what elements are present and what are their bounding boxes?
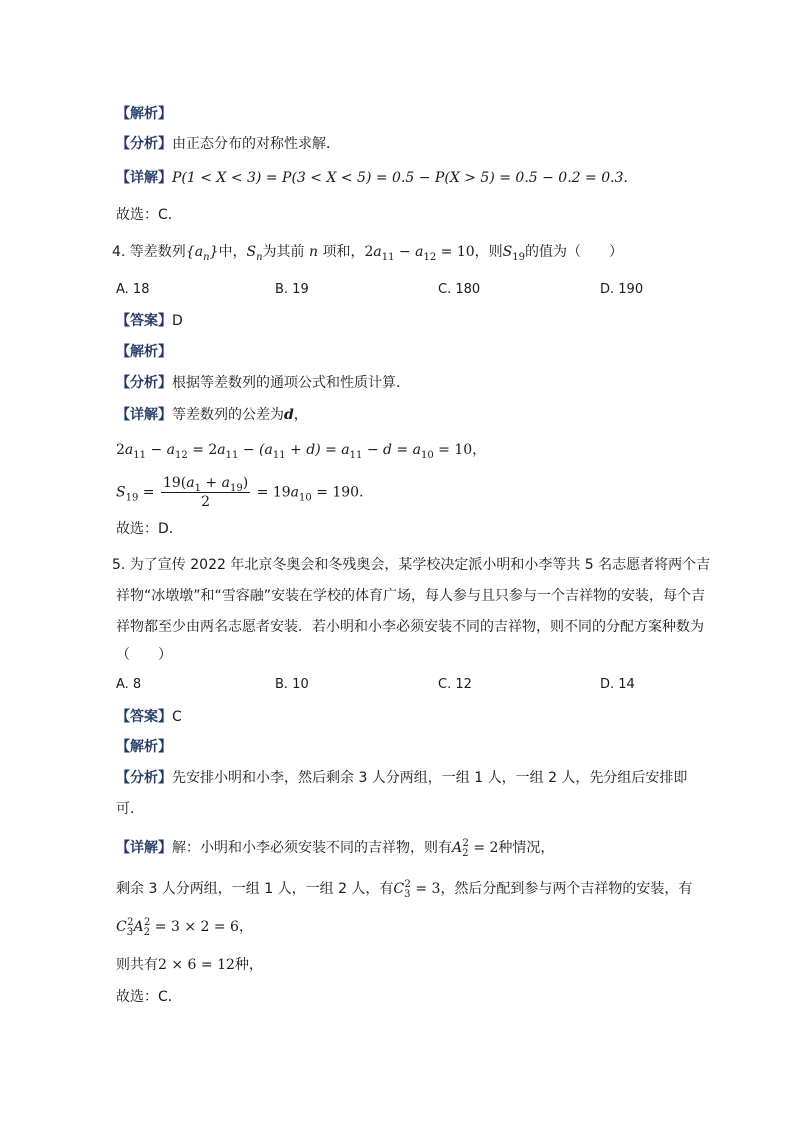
q4-analysis-tag: 【解析】: [116, 344, 172, 360]
q4-seq: $\{a_n\}$: [185, 244, 219, 263]
q3-fenxi-tag: 【分析】: [116, 136, 172, 152]
q3-fenxi-text: 由正态分布的对称性求解．: [172, 136, 340, 152]
q4-mid2: 为其前: [262, 244, 305, 260]
q5-line-b2: ，然后分配到参与两个吉祥物的安装，有: [440, 881, 693, 897]
q5-xiangjie: [116, 838, 554, 858]
q4-answer: [116, 311, 183, 331]
q4-mid1: 中，: [218, 244, 247, 260]
q4-xiangjie-tag: 【详解】: [116, 407, 172, 423]
q5-line-d1: 则共有: [116, 957, 158, 973]
q5-a22-formula: $A_2^2 = 2$: [452, 838, 499, 859]
q5-total-formula: 2 × 6 = 12: [158, 957, 235, 973]
q5-stem-line2: 祥物“冰墩墩”和“雪容融”安装在学校的体育广场，每人参与且只参与一个吉祥物的安装，每个吉: [116, 588, 706, 604]
q4-option-a: A. 18: [116, 282, 150, 297]
q4-mid4: ，则: [474, 244, 503, 260]
q5-guxuan: 故选：C．: [116, 989, 182, 1005]
q5-line-c: $C_3^2A_2^2 = 3 \times 2 = 6$，: [116, 917, 253, 938]
q3-formula: P(1 < X < 3) = P(3 < X < 5) = 0.5 − P(X > 5) = 0.5 − 0.2 = 0.3: [172, 170, 624, 186]
q5-answer: [116, 707, 182, 727]
q3-fenxi: [116, 134, 340, 154]
q3-analysis-tag: 【解析】: [116, 106, 172, 122]
q3-guxuan: 故选：C．: [116, 207, 182, 223]
q5-xiangjie-text1-end: 种情况，: [498, 840, 555, 856]
q5-fenxi-tag: 【分析】: [116, 770, 172, 786]
q5-line-d2: 种，: [234, 957, 263, 973]
q4-line3-end: ．: [359, 484, 374, 501]
q3-formula-end: ．: [623, 170, 638, 186]
q4-derivation-1: $2a_{11} - a_{12} = 2a_{11} - (a_{11} + d) = a_{11} - d = a_{10} = 10$，: [116, 442, 487, 461]
q5-line-d: [116, 955, 263, 975]
q5-fenxi-line2: 可．: [116, 801, 144, 817]
q4-derivation-2: $S_{19}$ = $\frac{19(a_1 + a_{19})}{2}$ = $19a_{10} = 190$．: [116, 475, 374, 510]
q5-line-b: [116, 879, 692, 899]
q5-c32-formula: $C_3^2 = 3$: [393, 879, 441, 900]
q4-condition: $2a_{11} - a_{12} = 10$: [364, 244, 475, 263]
q5-option-d: D. 14: [600, 677, 635, 692]
q5-option-a: A. 8: [116, 677, 142, 692]
q3-xiangjie-tag: 【详解】: [116, 170, 172, 186]
q4-answer-tag: 【答案】: [116, 313, 172, 329]
q4-guxuan: 故选：D．: [116, 521, 183, 537]
q5-answer-value: C: [172, 709, 182, 725]
q4-prefix: 4. 等差数列: [112, 244, 186, 260]
q4-option-c: C. 180: [438, 282, 481, 297]
q5-stem-line4: （ ）: [116, 647, 172, 663]
q4-mid3: 项和，: [322, 244, 365, 260]
q5-line-b1: 剩余 3 人分两组，一组 1 人，一组 2 人，有: [116, 881, 394, 897]
q4-answer-value: D: [172, 313, 183, 329]
q5-answer-tag: 【答案】: [116, 709, 172, 725]
q5-analysis-tag: 【解析】: [116, 739, 172, 755]
q5-fenxi-line1: 先安排小明和小李，然后剩余 3 人分两组，一组 1 人，一组 2 人，先分组后安排即: [172, 770, 688, 786]
q4-sn: $S_n$: [246, 244, 263, 263]
q4-option-b: B. 19: [275, 282, 309, 297]
q4-xiangjie: [116, 405, 308, 425]
q5-stem-line3: 祥物都至少由两名志愿者安装．若小明和小李必须安装不同的吉祥物，则不同的分配方案种数为: [116, 619, 704, 635]
q5-option-b: B. 10: [275, 677, 309, 692]
q5-fenxi: [116, 768, 687, 788]
q4-fenxi: [116, 373, 410, 393]
q4-d: d: [284, 407, 294, 423]
q4-option-d: D. 190: [600, 282, 644, 297]
q4-comma: ，: [293, 407, 308, 423]
q4-line2-end: ，: [472, 442, 487, 458]
q5-xiangjie-tag: 【详解】: [116, 840, 172, 856]
q4-fraction: $\frac{19(a_1 + a_{19})}{2}$: [162, 475, 249, 510]
q5-line-c-end: ，: [238, 919, 253, 935]
q5-stem-line1: 5. 为了宣传 2022 年北京冬奥会和冬残奥会，某学校决定派小明和小李等共 5 名志愿者将两个吉: [112, 557, 711, 573]
q4-mid5: 的值为（ ）: [524, 244, 623, 260]
q4-s19: $S_{19}$: [502, 244, 525, 263]
q5-option-c: C. 12: [438, 677, 472, 692]
q5-xiangjie-text1: 解：小明和小李必须安装不同的吉祥物，则有: [172, 840, 452, 856]
q4-stem: [112, 242, 623, 262]
q4-fenxi-text: 根据等差数列的通项公式和性质计算．: [172, 375, 410, 391]
q4-n: n: [308, 244, 318, 260]
q4-xiangjie-text: 等差数列的公差为: [172, 407, 284, 423]
q3-xiangjie: [116, 168, 637, 188]
q4-fenxi-tag: 【分析】: [116, 375, 172, 391]
